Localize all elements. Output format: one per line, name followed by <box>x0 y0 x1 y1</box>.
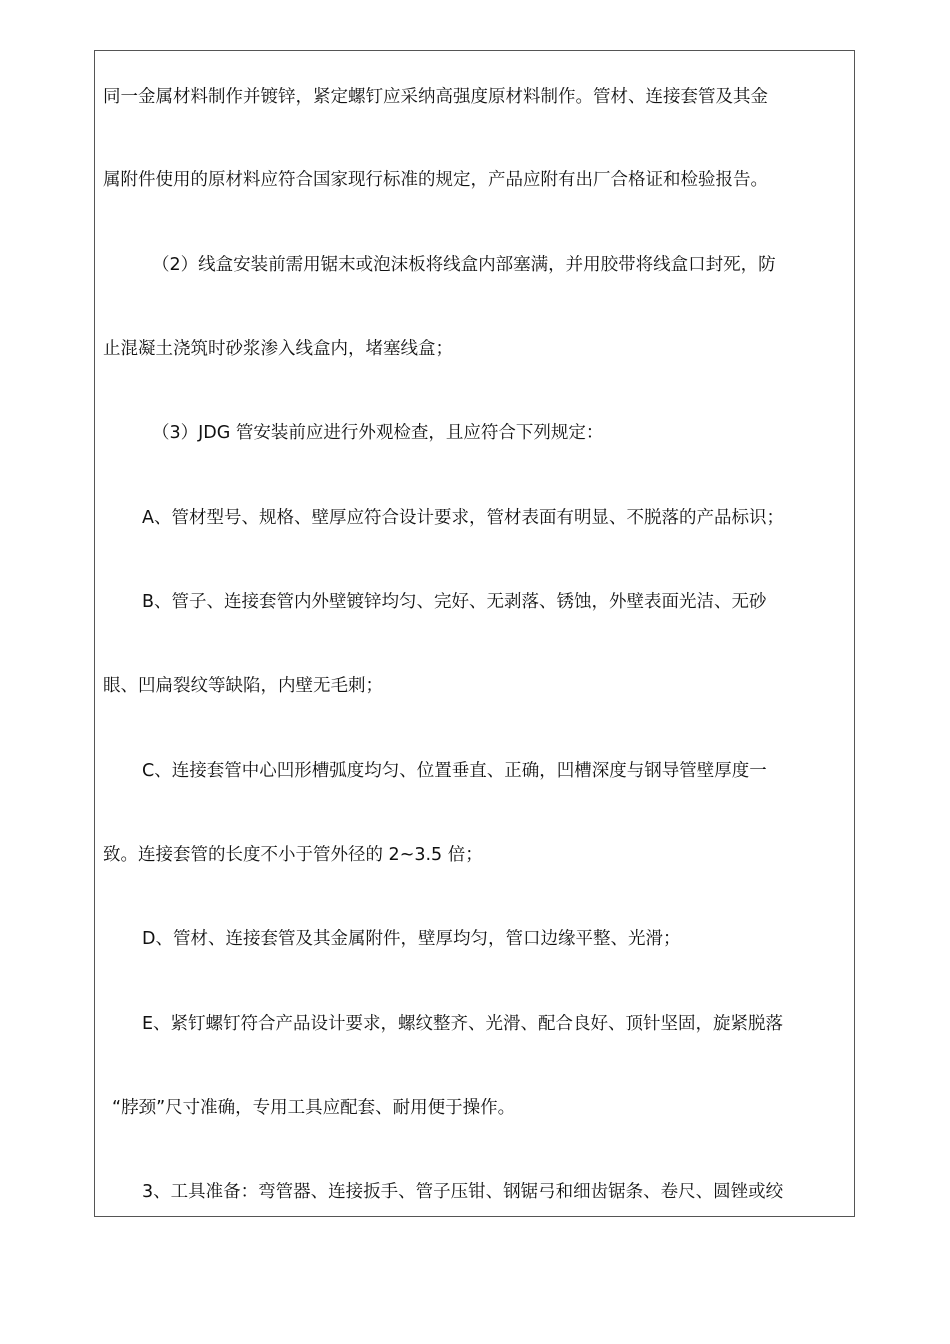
text-line-2: 属附件使用的原材料应符合国家现行标准的规定，产品应附有出厂合格证和检验报告。 <box>103 170 768 190</box>
document-table-cell <box>94 50 855 1217</box>
text-line-5: （3）JDG 管安装前应进行外观检查，且应符合下列规定： <box>152 423 604 443</box>
text-line-14: 3、工具准备：弯管器、连接扳手、管子压钳、钢锯弓和细齿锯条、卷尺、圆锉或绞 <box>142 1182 784 1202</box>
text-line-1: 同一金属材料制作并镀锌，紧定螺钉应采纳高强度原材料制作。管材、连接套管及其金 <box>103 87 768 107</box>
text-line-12: E、紧钉螺钉符合产品设计要求，螺纹整齐、光滑、配合良好、顶针坚固，旋紧脱落 <box>142 1014 784 1034</box>
text-line-6: A、管材型号、规格、壁厚应符合设计要求，管材表面有明显、不脱落的产品标识； <box>142 508 784 528</box>
text-line-4: 止混凝土浇筑时砂浆渗入线盒内，堵塞线盒； <box>103 339 453 359</box>
text-line-11: D、管材、连接套管及其金属附件，壁厚均匀，管口边缘平整、光滑； <box>142 929 681 949</box>
text-line-7: B、管子、连接套管内外壁镀锌均匀、完好、无剥落、锈蚀，外壁表面光洁、无砂 <box>142 592 767 612</box>
text-line-8: 眼、凹扁裂纹等缺陷，内壁无毛刺； <box>103 676 383 696</box>
text-line-3: （2）线盒安装前需用锯末或泡沫板将线盒内部塞满，并用胶带将线盒口封死，防 <box>152 255 776 275</box>
text-line-9: C、连接套管中心凹形槽弧度均匀、位置垂直、正确，凹槽深度与钢导管壁厚度一 <box>142 761 767 781</box>
text-line-13: “脖颈”尺寸准确，专用工具应配套、耐用便于操作。 <box>112 1098 516 1118</box>
text-line-10: 致。连接套管的长度不小于管外径的 2~3.5 倍； <box>103 845 483 865</box>
